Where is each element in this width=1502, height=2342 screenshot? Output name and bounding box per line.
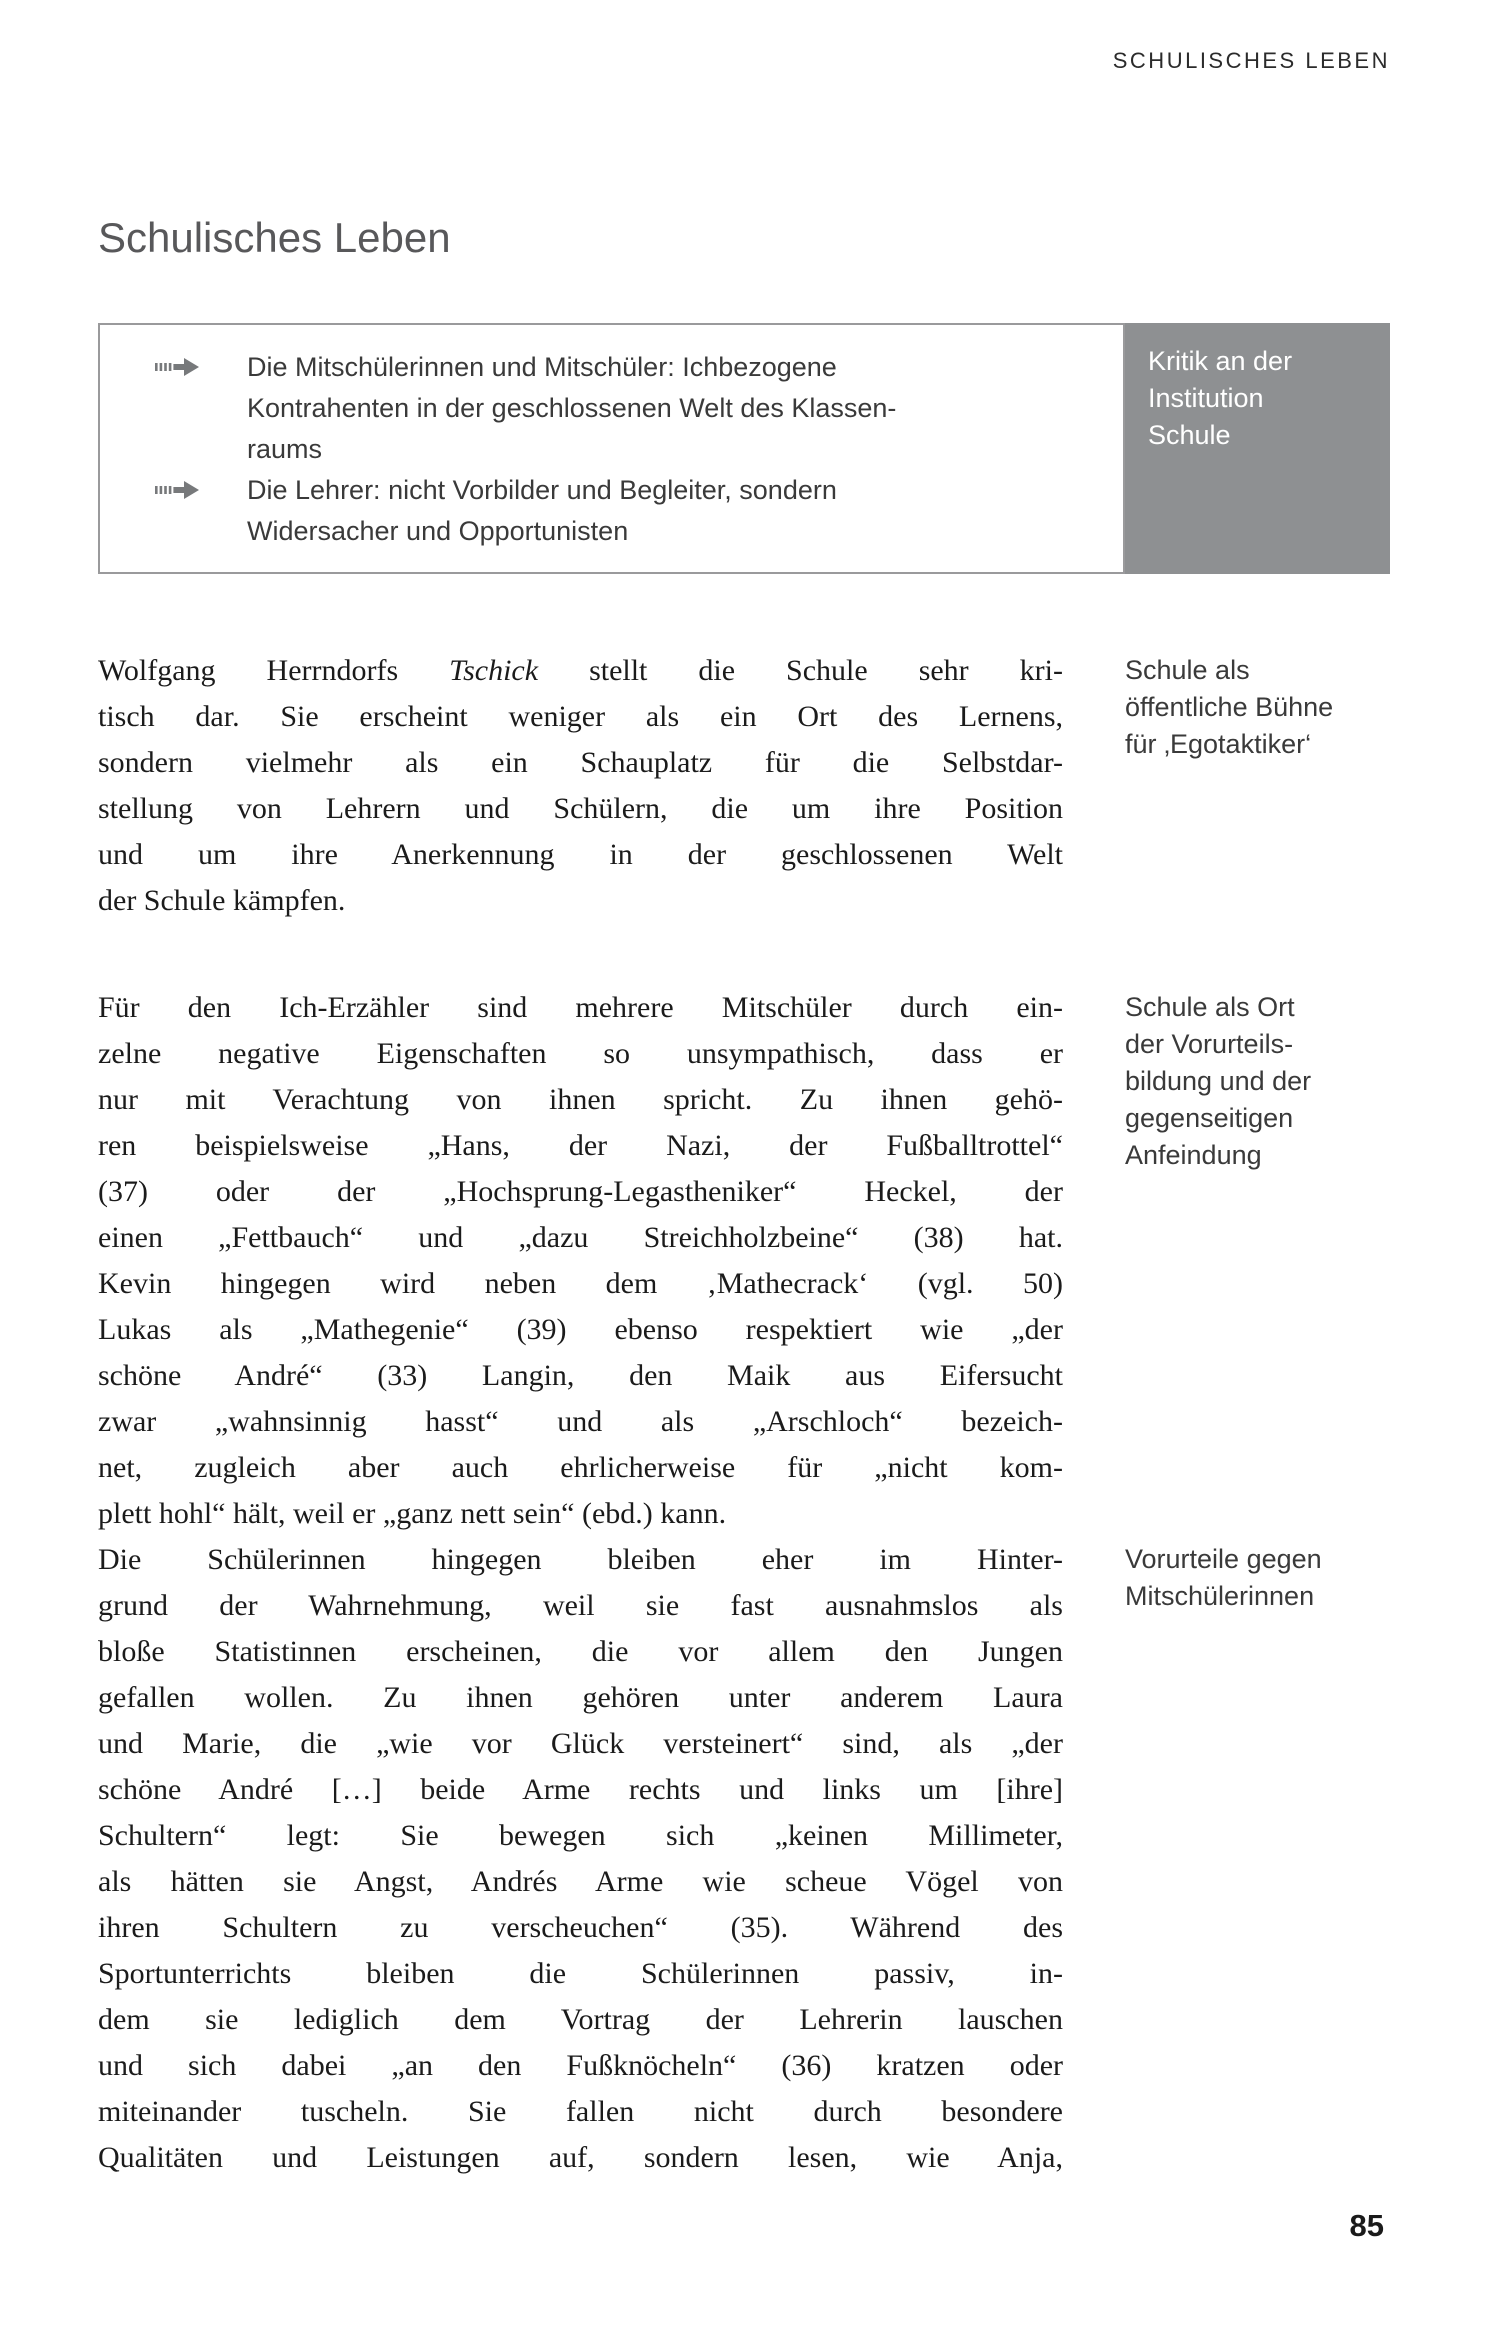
summary-item-text: Die Mitschülerinnen und Mitschüler: Ichbezogene Kontrahenten in der geschlossenen Welt des Klassen- raums <box>247 352 897 464</box>
keyword-tag-box: Kritik an der Institution Schule <box>1125 323 1390 574</box>
page-number: 85 <box>1349 2208 1384 2243</box>
summary-item <box>155 347 1093 470</box>
summary-item-text: Die Lehrer: nicht Vorbilder und Begleiter, sondern Widersacher und Opportunisten <box>247 475 837 546</box>
margin-note: Schule als Ort der Vorurteils- bildung und der gegenseitigen Anfeindung <box>1125 992 1312 1170</box>
striped-arrow-right-icon <box>155 347 247 470</box>
running-head: SCHULISCHES LEBEN <box>1112 48 1390 73</box>
chapter-summary-row <box>98 323 1390 574</box>
summary-box <box>98 323 1125 574</box>
margin-note: Vorurteile gegen Mitschülerinnen <box>1125 1544 1322 1611</box>
body-paragraph: Die Schülerinnen hingegen bleiben eher im Hinter- grund der Wahrnehmung, weil sie fast ausnahmslos als bloße Statistinnen erscheinen, die vor allem den Jungen gefallen wollen. Zu ihnen gehören unter anderem Laura und Marie, die „wie vor Glück versteinert“ sind, als „der schöne André […] beide Arme rechts und links um [ihre] Schultern“ legt: Sie bewegen sich „keinen Millimeter, als hätten sie Angst, Andrés Arme wie scheue Vögel von ihren Schultern zu verscheuchen“ (35). Während des Sportunterrichts bleiben die Schülerinnen passiv, in- dem sie lediglich dem Vortrag der Lehrerin lauschen und sich dabei „an den Fußknöcheln“ (36) kratzen oder miteinander tuscheln. Sie fallen nicht durch besondere Qualitäten und Leistungen auf, sondern lesen, wie Anja, <box>98 1543 1063 2174</box>
body-paragraph: Für den Ich-Erzähler sind mehrere Mitschüler durch ein- zelne negative Eigenschaften so unsympathisch, dass er nur mit Verachtung von ihnen spricht. Zu ihnen gehö- ren beispielsweise „Hans, der Nazi, der Fußballtrottel“ (37) oder der „Hochsprung-Legastheniker“ Heckel, der einen „Fettbauch“ und „dazu Streichholzbeine“ (38) hat. Kevin hingegen wird neben dem ‚Mathecrack‘ (vgl. 50) Lukas als „Mathegenie“ (39) ebenso respektiert wie „der schöne André“ (33) Langin, den Maik aus Eifersucht zwar „wahnsinnig hasst“ und als „Arschloch“ bezeich- net, zugleich aber auch ehrlicherweise für „nicht kom- plett hohl“ hält, weil er „ganz nett sein“ (ebd.) kann. <box>98 991 1063 1530</box>
body-paragraph: Wolfgang Herrndorfs Tschick stellt die Schule sehr kri- tisch dar. Sie erscheint weniger als ein Ort des Lernens, sondern vielmehr als ein Schauplatz für die Selbstdar- stellung von Lehrern und Schülern, die um ihre Position und um ihre Anerkennung in der geschlossenen Welt der Schule kämpfen. <box>98 654 1063 917</box>
page-title: Schulisches Leben <box>98 214 451 262</box>
margin-note: Schule als öffentliche Bühne für ‚Egotaktiker‘ <box>1125 655 1334 759</box>
striped-arrow-right-icon <box>155 470 247 552</box>
summary-item <box>155 470 1093 552</box>
